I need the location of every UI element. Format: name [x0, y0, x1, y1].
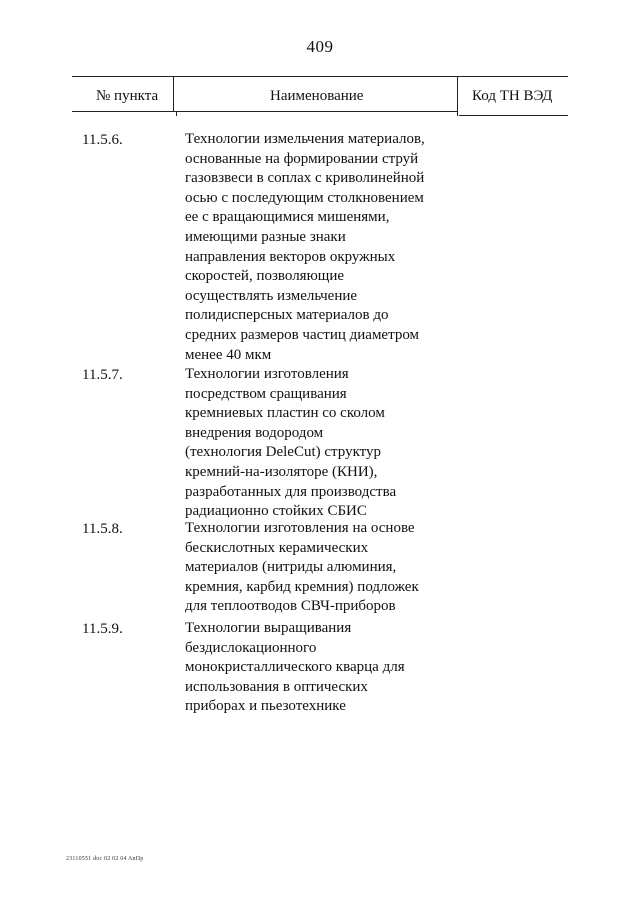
row-name: Технологии изготовления посредством сращивания кремниевых пластин со сколом внедрения водородом (технология DeleCut) структур кремний-на-изоляторе (КНИ), разработанных для производства радиационно стойких СБИС [185, 366, 397, 520]
row-number: 11.5.8. [82, 521, 123, 537]
row-number: 11.5.9. [82, 621, 123, 637]
header-item-number: № пункта [96, 88, 159, 104]
row-number: 11.5.7. [82, 367, 123, 383]
page-number: 409 [306, 37, 334, 56]
row-name: Технологии измельчения материалов, основанные на формировании струй газовзвеси в соплах с криволинейной осью с последующим столкновением ее с вращающимися мишенями, имеющими разные знаки направления векторов окружных скоростей, позволяющие осуществлять измельчение полидисперсных материалов до средних размеров частиц диаметром менее 40 мкм [185, 131, 425, 363]
header-name: Наименование [270, 88, 364, 104]
row-name: Технологии выращивания бездислокационного монокристаллического кварца для использования в оптических приборах и пьезотехнике [185, 620, 405, 715]
header-divider-1 [173, 76, 174, 112]
header-bottom-rule-left [72, 111, 457, 112]
header-tnved-code: Код ТН ВЭД [472, 88, 553, 104]
row-number: 11.5.6. [82, 132, 123, 148]
header-top-rule [72, 76, 568, 77]
footer-doc-code: 23110551 doc 02 02 04 AnПр [66, 856, 144, 862]
body-divider [176, 111, 177, 116]
row-name: Технологии изготовления на основе бескислотных керамических материалов (нитриды алюминия, кремния, карбид кремния) подложек для теплоотводов СВЧ-приборов [185, 520, 419, 615]
header-divider-2 [457, 76, 458, 116]
header-bottom-rule-right [459, 115, 568, 116]
